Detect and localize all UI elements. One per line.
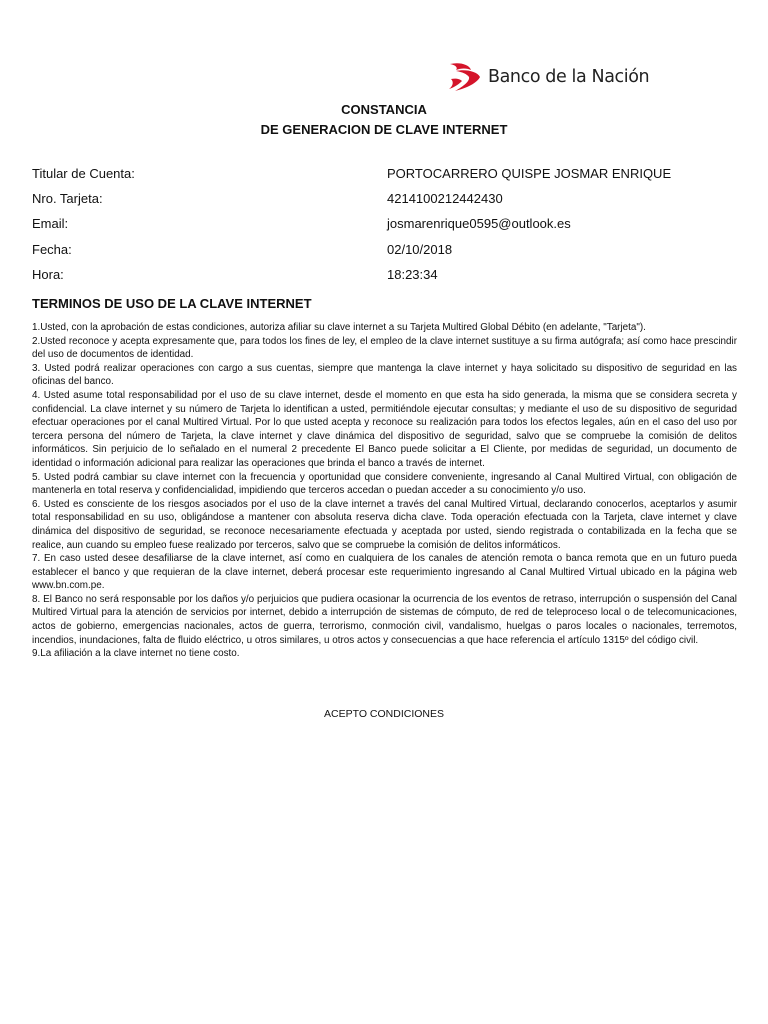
info-value: josmarenrique0595@outlook.es [387, 216, 571, 231]
info-row-email [32, 216, 732, 234]
terms-item: 4. Usted asume total responsabilidad por el uso de su clave internet, desde el momento en que esta ha sido generada, la misma que se considera secreta y confidencial. La clave internet y su número de Tarjeta lo identifican a usted, permitiéndole ejecutar consultas; y mediante el uso de su dispositivo de seguridad efectuar operaciones por el canal Multired Virtual. Por lo que usted acepta y reconoce su realización para todos los efectos legales, aún en el caso del uso por tercera persona del número de Tarjeta, la clave internet y clave dinámica del dispositivo de seguridad, salvo que se compruebe la comisión de delitos informáticos. Sin perjuicio de lo señalado en el numeral 2 precedente El Banco puede solicitar a El Cliente, por medidas de seguridad, un documento de identidad o información adicional para realizar las operaciones que brinda el banco a través de internet. [32, 389, 737, 469]
info-value: 18:23:34 [387, 267, 438, 282]
info-value: 02/10/2018 [387, 242, 453, 257]
info-row-hora [32, 267, 732, 285]
terms-item: 1.Usted, con la aprobación de estas condiciones, autoriza afiliar su clave internet a su Tarjeta Multired Global Débito (en adelante, "Tarjeta"). [32, 322, 646, 333]
terms-item: 3. Usted podrá realizar operaciones con cargo a sus cuentas, siempre que mantenga la clave internet y haya solicitado su dispositivo de seguridad en las oficinas del banco. [32, 362, 737, 388]
info-value: PORTOCARRERO QUISPE JOSMAR ENRIQUE [387, 166, 672, 181]
info-label: Email: [32, 216, 69, 231]
info-label: Nro. Tarjeta: [32, 191, 103, 206]
info-label: Titular de Cuenta: [32, 166, 135, 181]
info-row-fecha [32, 242, 732, 260]
info-value: 4214100212442430 [387, 191, 503, 206]
document-subtitle: DE GENERACION DE CLAVE INTERNET [260, 122, 508, 137]
terms-item: 8. El Banco no será responsable por los daños y/o perjuicios que pudiera ocasionar la ocurrencia de los eventos de retraso, interrupción o suspensión del Canal Multired Virtual para la atención de servicios por internet, debido a interrupción de sistemas de cómputo, de red de teleproceso local o de telecomunicaciones, actos de gobierno, emergencias nacionales, actos de guerra, terrorismo, conmoción civil, vandalismo, huelgas o paros locales o nacionales, terremotos, incendios, inundaciones, falta de fluido eléctrico, u otros similares, u otros actos y consecuencias a que hace referencia el artículo 1315º del código civil. [32, 593, 737, 646]
terms-heading: TERMINOS DE USO DE LA CLAVE INTERNET [32, 296, 312, 311]
terms-item: 6. Usted es consciente de los riesgos asociados por el uso de la clave internet a través del canal Multired Virtual, declarando conocerlos, aceptarlos y asumir total responsabilidad en su uso, obligándose a mantener con absoluta reserva dicha clave. Toda operación efectuada con la Tarjeta, clave internet y clave dinámica del dispositivo de seguridad, se reconoce necesariamente efectuada y aceptada por usted, siendo registrada o contabilizada en la fecha que se realice, aun cuando su empleo fuese realizado por terceros, salvo que se compruebe la comisión de delitos informáticos. [32, 498, 737, 551]
terms-item: 2.Usted reconoce y acepta expresamente que, para todos los fines de ley, el empleo de la clave internet sustituye a su firma autógrafa; así como hace prescindir del uso de documentos de identidad. [32, 335, 737, 361]
bank-name: Banco de la Nación [488, 67, 650, 87]
info-label: Hora: [32, 267, 64, 282]
accept-conditions-label: ACEPTO CONDICIONES [324, 708, 444, 720]
document-title: CONSTANCIA [341, 102, 427, 117]
terms-item: 7. En caso usted desee desafiliarse de la clave internet, así como en cualquiera de los canales de atención remota o banca remota que en un futuro pueda establecer el banco y que requieran de la clave internet, deberá procesar este requerimiento ingresando al Canal Multired Virtual ubicado en la página web www.bn.com.pe. [32, 553, 737, 592]
terms-item: 5. Usted podrá cambiar su clave internet con la frecuencia y oportunidad que considere conveniente, ingresando al Canal Multired Virtual, con obligación de mantenerla en total reserva y confidencialidad, impidiendo que terceros accedan o puedan acceder a su conocimiento y/o uso. [32, 471, 737, 497]
terms-list [32, 321, 737, 661]
bank-logo [447, 61, 650, 97]
info-row-titular [32, 166, 732, 184]
info-row-tarjeta [32, 191, 732, 209]
info-label: Fecha: [32, 242, 72, 257]
terms-item: 9.La afiliación a la clave internet no tiene costo. [32, 648, 240, 660]
bank-swoosh-icon [447, 61, 483, 93]
